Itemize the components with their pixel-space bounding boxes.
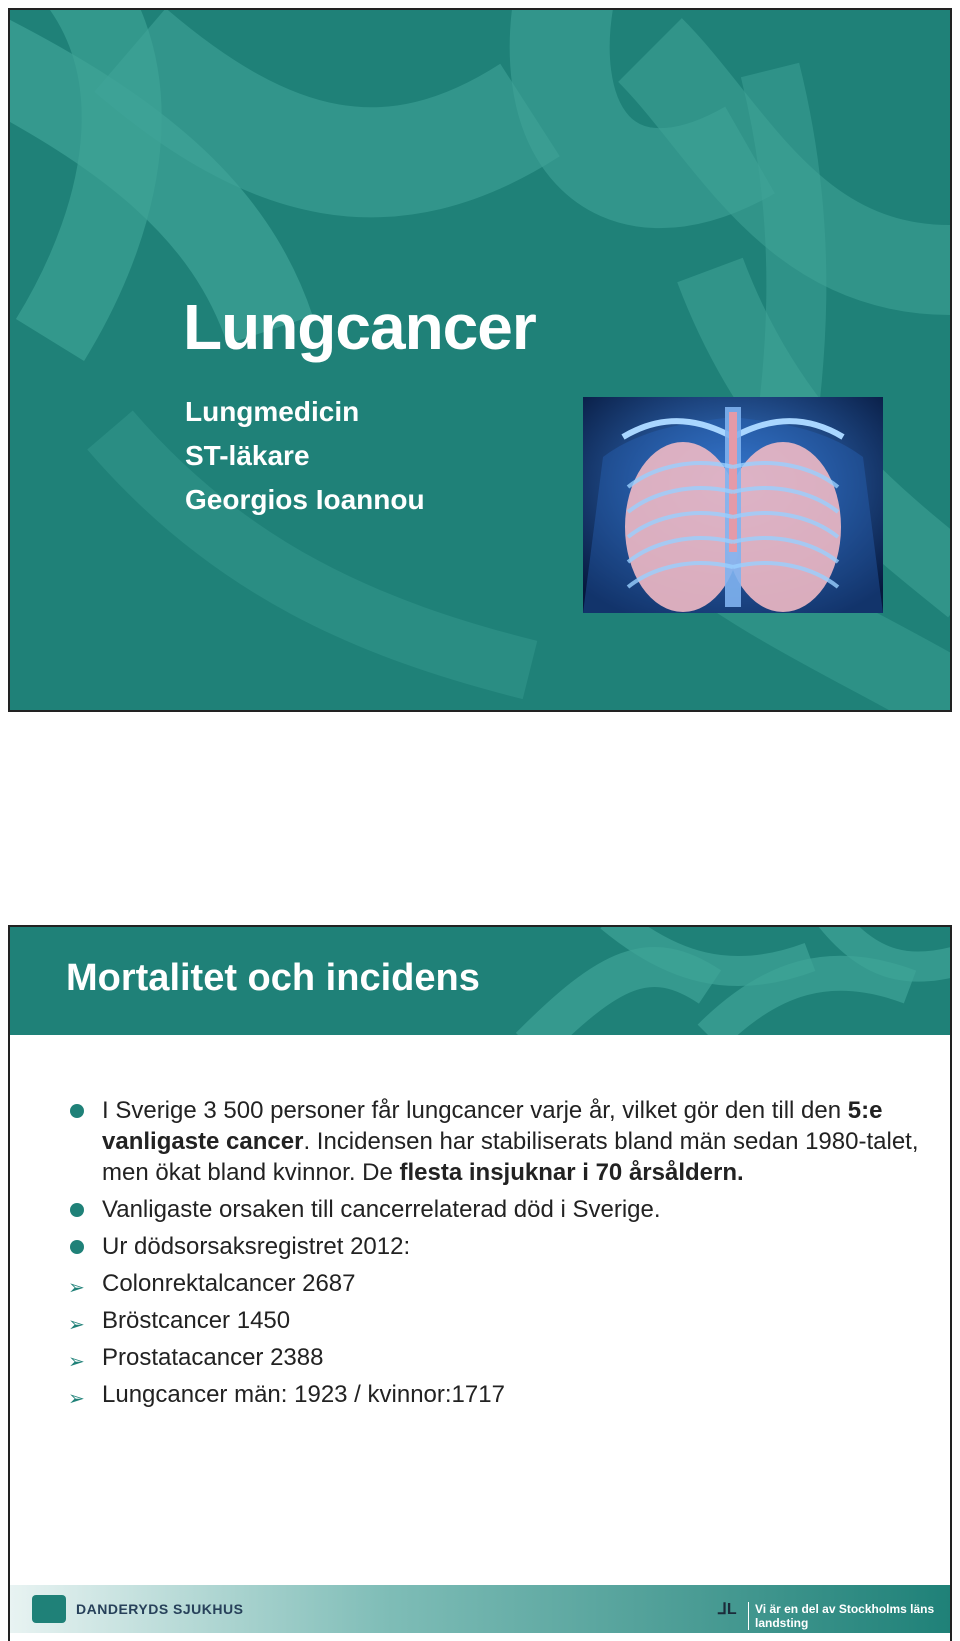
hospital-logo-icon: [32, 1595, 66, 1623]
sub-list-item: ➢ Bröstcancer 1450: [66, 1305, 926, 1336]
list-item: I Sverige 3 500 personer får lungcancer varje år, vilket gör den till den 5:e vanligaste cancer. Incidensen har stabiliserats bland män sedan 1980-talet, men ökat bland kvinnor. De flesta insjuknar i 70 årsåldern.: [66, 1095, 926, 1188]
arrow-bullet-icon: ➢: [68, 1388, 85, 1410]
lung-xray-image: [583, 397, 883, 613]
arrow-bullet-icon: ➢: [68, 1351, 85, 1373]
bullet-dot-icon: [70, 1203, 84, 1217]
subtitle-line: Georgios Ioannou: [185, 484, 425, 515]
slide-header: [10, 927, 950, 1035]
slide-title: Mortalitet och incidens: [66, 957, 480, 999]
footer-tagline: Vi är en del av Stockholms läns landsting: [748, 1602, 950, 1630]
bullet-list: [66, 1095, 926, 1416]
arrow-bullet-icon: ➢: [68, 1277, 85, 1299]
hospital-logo-text: DANDERYDS SJUKHUS: [76, 1601, 244, 1617]
arrow-bullet-icon: ➢: [68, 1314, 85, 1336]
slide-footer: [10, 1585, 950, 1633]
sub-list-item: ➢ Lungcancer män: 1923 / kvinnor:1717: [66, 1379, 926, 1410]
sub-list-item: ➢ Prostatacancer 2388: [66, 1342, 926, 1373]
content-slide: [8, 925, 952, 1641]
list-item: Vanligaste orsaken till cancerrelaterad död i Sverige.: [66, 1194, 926, 1225]
bullet-dot-icon: [70, 1104, 84, 1118]
bullet-dot-icon: [70, 1240, 84, 1254]
title-slide: [8, 8, 952, 712]
subtitle-line: ST-läkare: [185, 440, 310, 471]
subtitle-line: Lungmedicin: [185, 396, 360, 427]
slide-title: Lungcancer: [183, 291, 536, 363]
landsting-logo-icon: ⅃L: [718, 1601, 737, 1618]
list-item: Ur dödsorsaksregistret 2012:: [66, 1231, 926, 1262]
subtitle-block: [185, 390, 425, 522]
sub-list-item: ➢ Colonrektalcancer 2687: [66, 1268, 926, 1299]
